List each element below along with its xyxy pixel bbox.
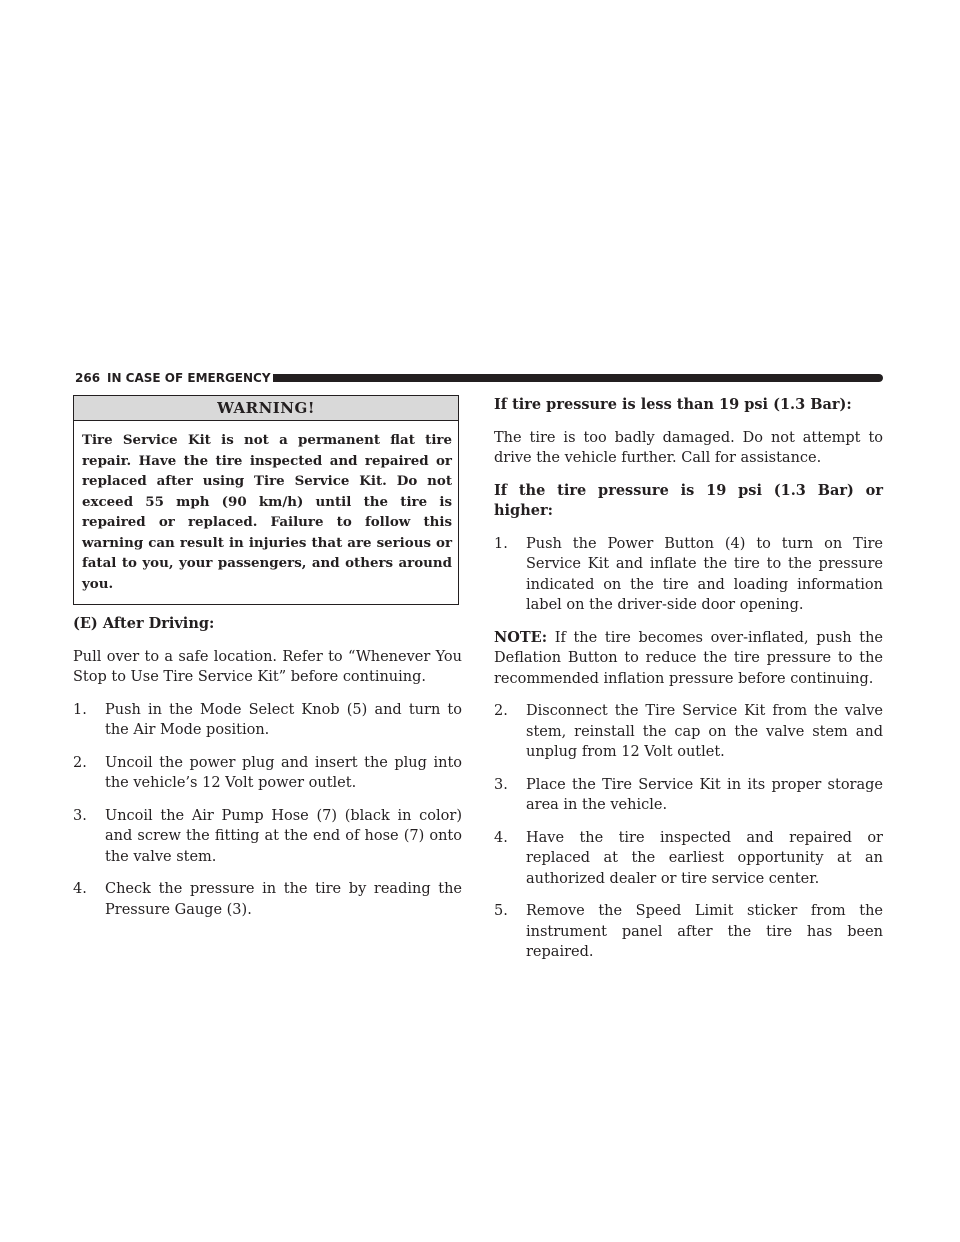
list-item [494,828,883,890]
step-number: 3. [494,776,508,793]
note [494,628,883,690]
step-number: 1. [494,535,508,552]
right-column [494,395,883,963]
step-text: Push in the Mode Select Knob (5) and turn to the Air Mode position. [105,701,462,738]
header-rule [273,374,883,382]
page-number: 266 [75,371,101,385]
list-item [494,901,883,963]
list-item [73,806,462,868]
warning-box [73,395,459,605]
note-text: If the tire becomes over-inflated, push the Deflation Button to reduce the tire pressure to the recommended inflation pressure before continuing. [494,629,883,687]
after-driving-intro: Pull over to a safe location. Refer to “Whenever You Stop to Use Tire Service Kit” before continuing. [73,648,462,685]
section-title: IN CASE OF EMERGENCY [107,371,271,385]
step-number: 4. [73,881,87,897]
list-item [73,879,462,920]
list-item [73,700,462,741]
step-text: Have the tire inspected and repaired or replaced at the earliest opportunity at an authorized dealer or tire service center. [526,829,883,887]
step-text: Uncoil the power plug and insert the plug into the vehicle’s 12 Volt power outlet. [105,754,462,791]
step-number: 1. [73,701,87,718]
step-number: 5. [494,903,508,919]
note-label: NOTE: [494,628,548,646]
step-number: 2. [494,703,508,719]
warning-text: Tire Service Kit is not a permanent flat tire repair. Have the tire inspected and repaired or replaced after using Tire Service Kit. Do not exceed 55 mph (90 km/h) until the tire is repaired or replaced. Failure to follow this warning can result in injuries that are serious or fatal to you, your passengers, and others around you. [82,432,452,592]
step-text: Uncoil the Air Pump Hose (7) (black in color) and screw the fitting at the end of hose (7) onto the valve stem. [105,807,462,865]
high-pressure-heading: If the tire pressure is 19 psi (1.3 Bar) or higher: [494,481,883,519]
page-header [75,371,883,385]
step-text: Place the Tire Service Kit in its proper storage area in the vehicle. [526,776,883,813]
step-number: 2. [73,754,87,771]
step-text: Push the Power Button (4) to turn on Tire Service Kit and inflate the tire to the pressure indicated on the tire and loading information label on the driver-side door opening. [526,535,883,613]
list-item [494,701,883,763]
step-text: Remove the Speed Limit sticker from the instrument panel after the tire has been repaired. [526,903,883,960]
step-number: 4. [494,829,508,846]
low-pressure-heading: If tire pressure is less than 19 psi (1.3 Bar): [494,396,852,413]
step-number: 3. [73,807,87,824]
warning-title: WARNING! [74,396,458,421]
step-text: Check the pressure in the tire by reading the Pressure Gauge (3). [105,881,462,918]
low-pressure-text: The tire is too badly damaged. Do not attempt to drive the vehicle further. Call for assistance. [494,429,883,466]
left-column [73,395,462,920]
list-item [73,753,462,794]
list-item [494,775,883,816]
after-driving-heading: (E) After Driving: [73,615,215,632]
list-item [494,534,883,616]
step-text: Disconnect the Tire Service Kit from the valve stem, reinstall the cap on the valve stem and unplug from 12 Volt outlet. [526,703,883,760]
